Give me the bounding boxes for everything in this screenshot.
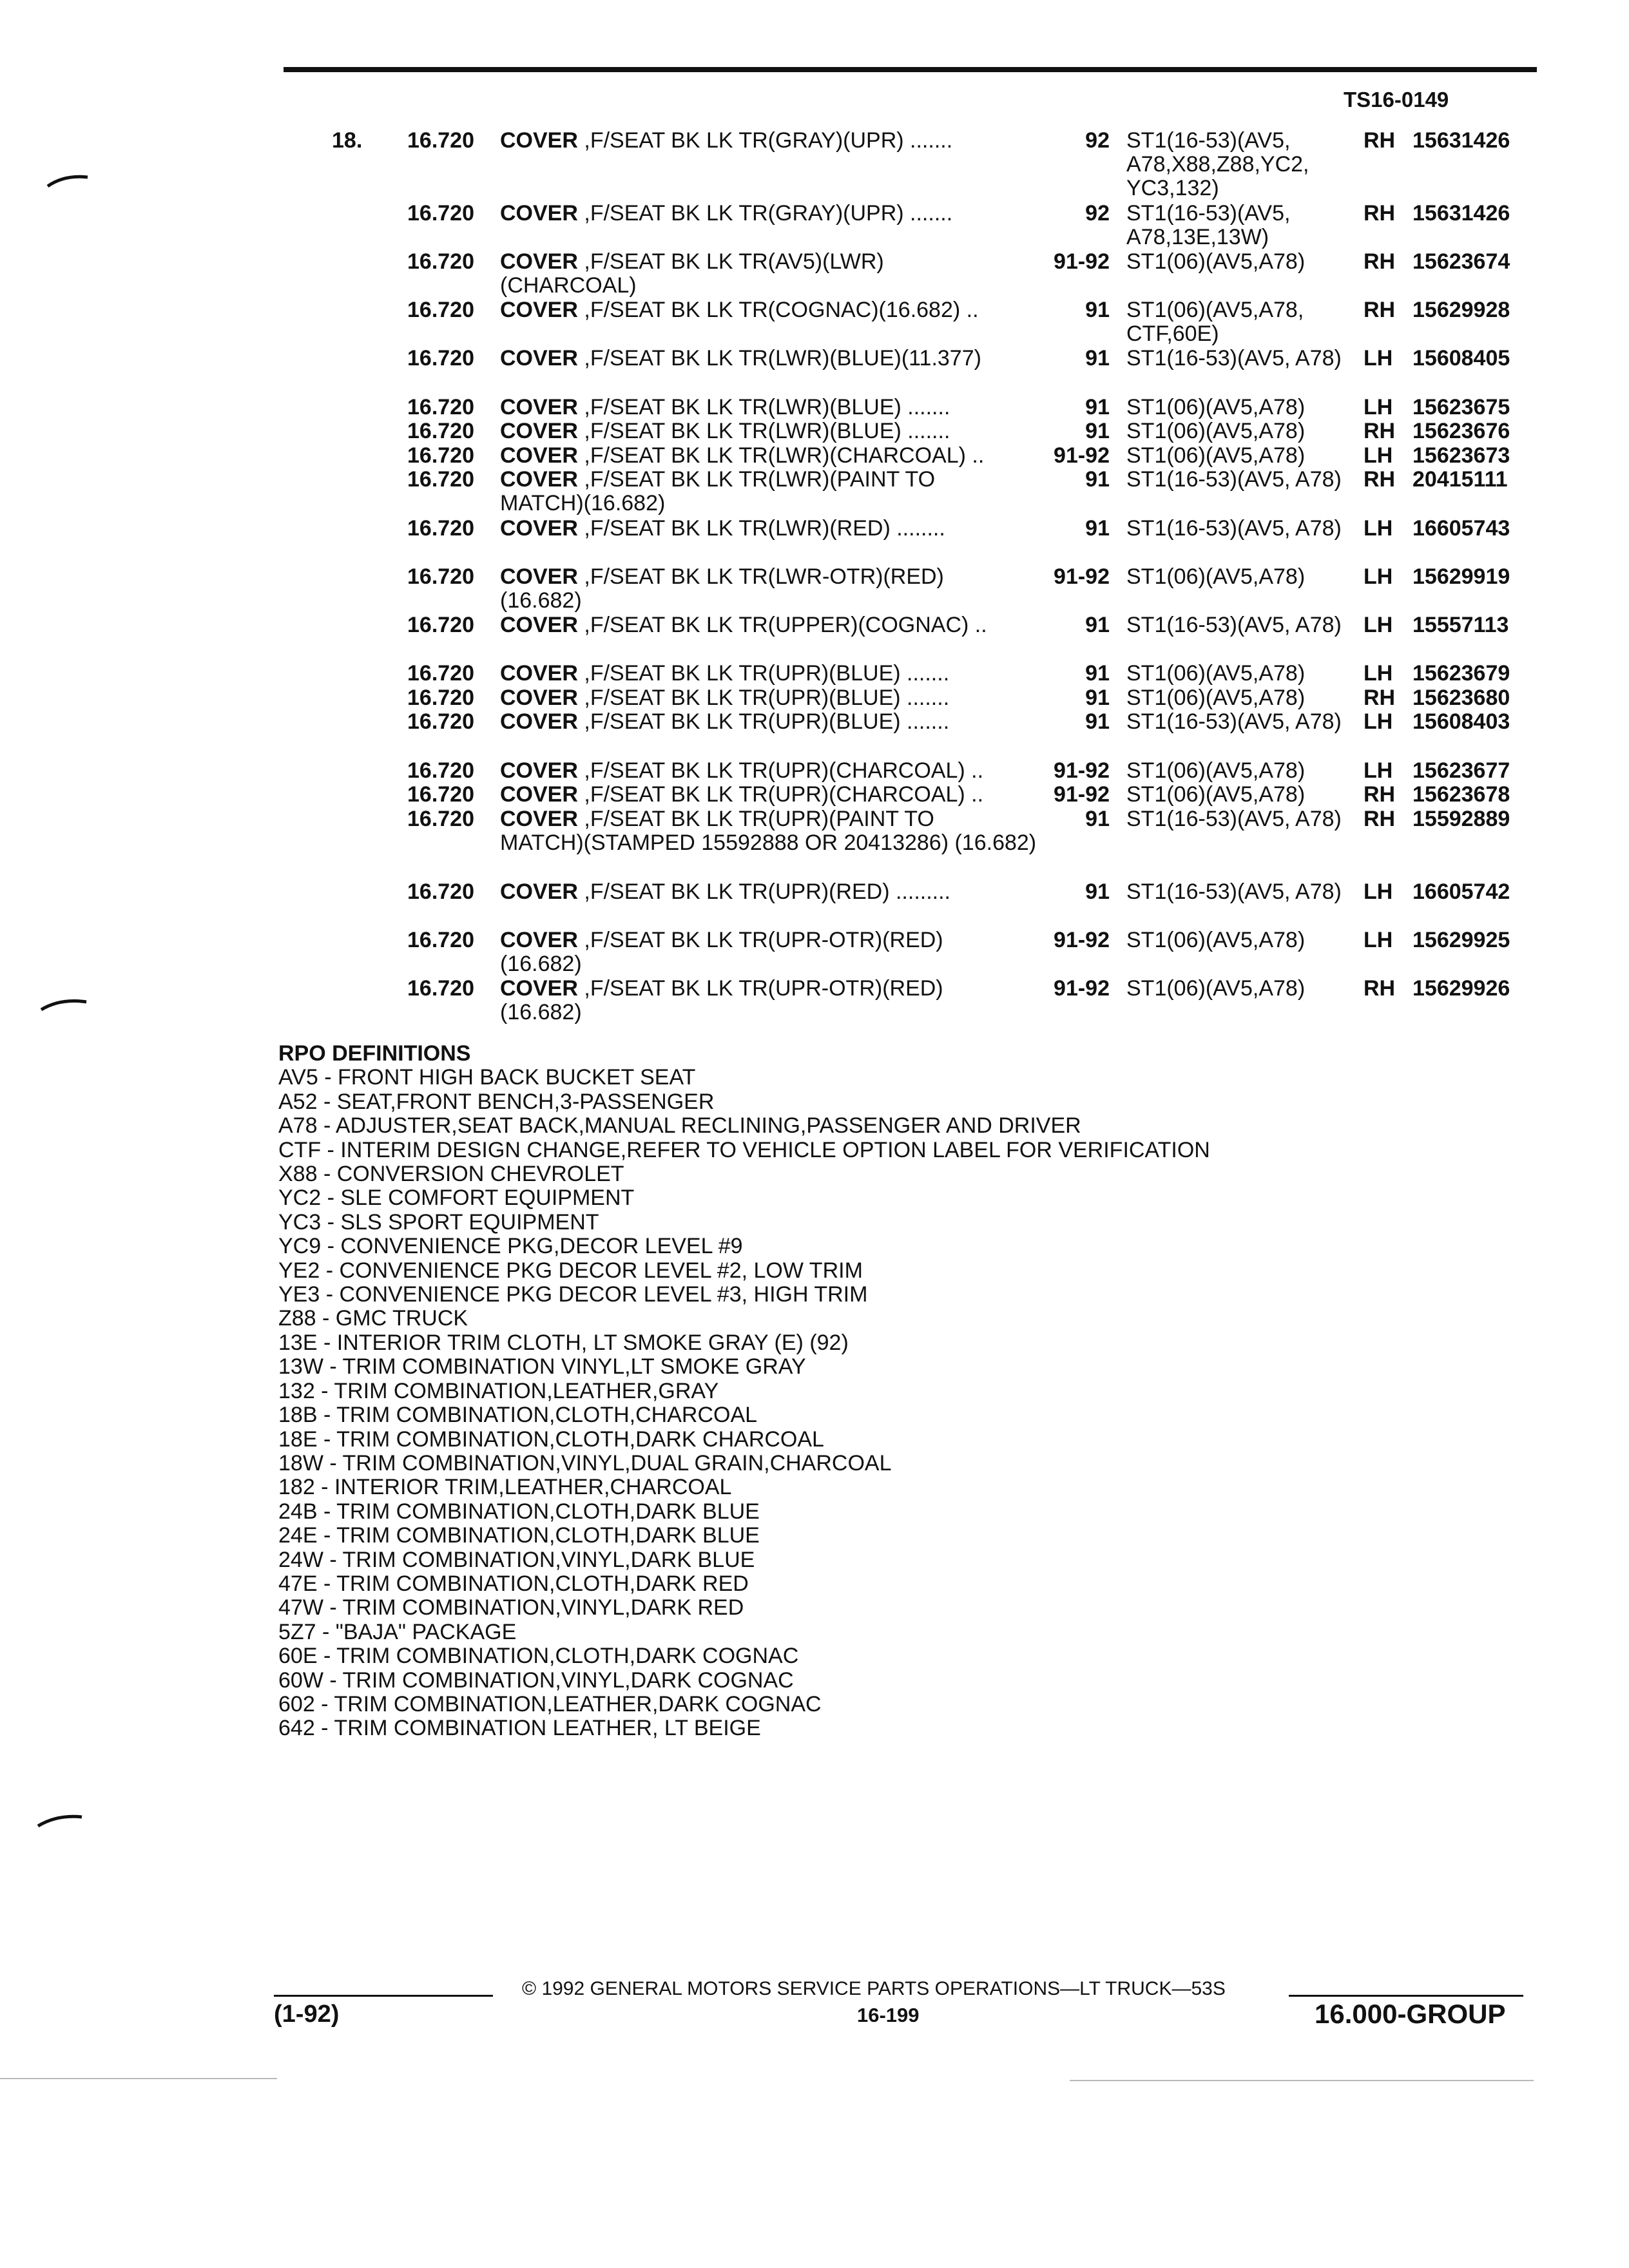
copyright-notice: © 1992 GENERAL MOTORS SERVICE PARTS OPERATIONS—LT TRUCK—53S bbox=[522, 1978, 1226, 1999]
model-years: 92 bbox=[1085, 128, 1110, 153]
part-number: 15623680 bbox=[1412, 685, 1510, 710]
rpo-item: A52 - SEAT,FRONT BENCH,3-PASSENGER bbox=[278, 1089, 715, 1114]
group-code: 16.720 bbox=[407, 346, 474, 371]
part-description bbox=[500, 468, 1054, 515]
model-years: 91 bbox=[1085, 879, 1110, 904]
rpo-item: 47E - TRIM COMBINATION,CLOTH,DARK RED bbox=[278, 1571, 749, 1596]
part-number: 15631426 bbox=[1412, 128, 1510, 153]
description-text: ,F/SEAT BK LK TR(LWR-OTR)(RED) bbox=[577, 564, 944, 589]
part-description bbox=[500, 759, 1054, 783]
side-code: RH bbox=[1364, 467, 1396, 492]
rpo-item: AV5 - FRONT HIGH BACK BUCKET SEAT bbox=[278, 1065, 696, 1090]
description-text: ,F/SEAT BK LK TR(UPPER)(COGNAC) .. bbox=[577, 613, 987, 637]
part-keyword: COVER bbox=[500, 564, 578, 589]
part-description bbox=[500, 710, 1054, 734]
rpo-item: YC3 - SLS SPORT EQUIPMENT bbox=[278, 1209, 599, 1235]
part-keyword: COVER bbox=[500, 443, 578, 468]
description-text: ,F/SEAT BK LK TR(AV5)(LWR) bbox=[577, 249, 884, 274]
rpo-item: 24E - TRIM COMBINATION,CLOTH,DARK BLUE bbox=[278, 1523, 760, 1548]
rpo-title: RPO DEFINITIONS bbox=[278, 1041, 471, 1066]
usage-qualifier: ST1(06)(AV5,A78) bbox=[1126, 443, 1306, 468]
rpo-item: YC9 - CONVENIENCE PKG,DECOR LEVEL #9 bbox=[278, 1234, 743, 1259]
rpo-item: 60E - TRIM COMBINATION,CLOTH,DARK COGNAC bbox=[278, 1644, 799, 1669]
usage-qualifier: ST1(06)(AV5,A78) bbox=[1126, 394, 1306, 419]
rpo-item: 47W - TRIM COMBINATION,VINYL,DARK RED bbox=[278, 1595, 744, 1620]
part-number: 15631426 bbox=[1412, 200, 1510, 226]
part-number: 15623676 bbox=[1412, 419, 1510, 444]
description-text: ,F/SEAT BK LK TR(UPR-OTR)(RED) bbox=[577, 927, 943, 952]
part-keyword: COVER bbox=[500, 419, 578, 444]
description-continuation: (16.682) bbox=[500, 951, 582, 976]
rpo-item: 18B - TRIM COMBINATION,CLOTH,CHARCOAL bbox=[278, 1403, 758, 1428]
rpo-item: YE2 - CONVENIENCE PKG DECOR LEVEL #2, LOW TRIM bbox=[278, 1258, 863, 1283]
part-keyword: COVER bbox=[500, 685, 578, 710]
part-description bbox=[500, 686, 1054, 710]
part-description bbox=[500, 202, 1054, 226]
group-code: 16.720 bbox=[407, 685, 474, 710]
scan-line bbox=[0, 2078, 277, 2079]
description-text: ,F/SEAT BK LK TR(UPR-OTR)(RED) bbox=[577, 976, 943, 1001]
part-keyword: COVER bbox=[500, 249, 578, 274]
rpo-item: YC2 - SLE COMFORT EQUIPMENT bbox=[278, 1186, 635, 1211]
part-description bbox=[500, 613, 1054, 637]
rpo-item: 5Z7 - "BAJA" PACKAGE bbox=[278, 1619, 517, 1644]
part-description bbox=[500, 928, 1054, 976]
description-text: ,F/SEAT BK LK TR(LWR)(BLUE) ....... bbox=[577, 394, 950, 419]
part-keyword: COVER bbox=[500, 200, 578, 226]
rpo-item: YE3 - CONVENIENCE PKG DECOR LEVEL #3, HIGH TRIM bbox=[278, 1282, 868, 1307]
description-text: ,F/SEAT BK LK TR(LWR)(PAINT TO bbox=[577, 467, 936, 492]
part-number: 15623677 bbox=[1412, 758, 1510, 783]
footer-rule-left bbox=[274, 1995, 493, 1997]
rpo-item: 24B - TRIM COMBINATION,CLOTH,DARK BLUE bbox=[278, 1499, 760, 1524]
part-description bbox=[500, 977, 1054, 1024]
description-text: ,F/SEAT BK LK TR(LWR)(RED) ........ bbox=[577, 515, 945, 541]
rpo-item: A78 - ADJUSTER,SEAT BACK,MANUAL RECLINING,PASSENGER AND DRIVER bbox=[278, 1113, 1081, 1139]
side-code: LH bbox=[1364, 394, 1393, 419]
side-code: LH bbox=[1364, 564, 1393, 589]
part-description bbox=[500, 444, 1054, 468]
part-description bbox=[500, 129, 1054, 153]
model-years: 91 bbox=[1085, 515, 1110, 541]
footer-rule-right bbox=[1289, 1995, 1523, 1997]
description-text: ,F/SEAT BK LK TR(LWR)(BLUE)(11.377) bbox=[577, 346, 981, 371]
part-keyword: COVER bbox=[500, 298, 578, 323]
rpo-item: 182 - INTERIOR TRIM,LEATHER,CHARCOAL bbox=[278, 1475, 732, 1500]
punch-mark bbox=[39, 995, 90, 1015]
part-number: 20415111 bbox=[1412, 467, 1508, 492]
group-code: 16.720 bbox=[407, 249, 474, 274]
group-code: 16.720 bbox=[407, 467, 474, 492]
usage-qualifier: ST1(16-53)(AV5, A78,13E,13W) bbox=[1126, 200, 1291, 249]
side-code: RH bbox=[1364, 249, 1396, 274]
part-number: 15623679 bbox=[1412, 661, 1510, 686]
side-code: RH bbox=[1364, 200, 1396, 226]
part-keyword: COVER bbox=[500, 467, 578, 492]
part-keyword: COVER bbox=[500, 515, 578, 541]
group-code: 16.720 bbox=[407, 443, 474, 468]
usage-qualifier: ST1(06)(AV5,A78, CTF,60E) bbox=[1126, 298, 1304, 347]
description-text: ,F/SEAT BK LK TR(UPR)(PAINT TO bbox=[577, 806, 934, 831]
model-years: 91 bbox=[1085, 661, 1110, 686]
model-years: 91 bbox=[1085, 467, 1110, 492]
model-years: 91 bbox=[1085, 685, 1110, 710]
scan-line bbox=[1070, 2080, 1534, 2081]
part-description bbox=[500, 517, 1054, 541]
model-years: 91-92 bbox=[1054, 249, 1110, 274]
document-id: TS16-0149 bbox=[1344, 88, 1449, 111]
side-code: RH bbox=[1364, 128, 1396, 153]
model-years: 91-92 bbox=[1054, 443, 1110, 468]
description-text: ,F/SEAT BK LK TR(GRAY)(UPR) ....... bbox=[577, 200, 953, 226]
usage-qualifier: ST1(06)(AV5,A78) bbox=[1126, 564, 1306, 589]
group-code: 16.720 bbox=[407, 709, 474, 735]
part-number: 15557113 bbox=[1412, 613, 1509, 637]
part-description bbox=[500, 419, 1054, 443]
description-text: ,F/SEAT BK LK TR(UPR)(BLUE) ....... bbox=[577, 661, 950, 686]
description-text: ,F/SEAT BK LK TR(GRAY)(UPR) ....... bbox=[577, 128, 953, 153]
usage-qualifier: ST1(06)(AV5,A78) bbox=[1126, 685, 1306, 710]
part-keyword: COVER bbox=[500, 128, 578, 153]
part-number: 15608403 bbox=[1412, 709, 1510, 735]
usage-qualifier: ST1(16-53)(AV5, A78) bbox=[1126, 613, 1342, 637]
part-description bbox=[500, 347, 1054, 370]
rpo-list bbox=[278, 1066, 1210, 1740]
side-code: LH bbox=[1364, 346, 1393, 371]
part-number: 15629919 bbox=[1412, 564, 1510, 589]
rpo-item: 18E - TRIM COMBINATION,CLOTH,DARK CHARCOAL bbox=[278, 1427, 824, 1452]
side-code: RH bbox=[1364, 685, 1396, 710]
usage-qualifier: ST1(16-53)(AV5, A78,X88,Z88,YC2, YC3,132) bbox=[1126, 128, 1309, 200]
description-continuation: (16.682) bbox=[500, 588, 582, 613]
description-continuation: MATCH)(STAMPED 15592888 OR 20413286) (16.682) bbox=[500, 830, 1037, 855]
side-code: LH bbox=[1364, 515, 1393, 541]
description-text: ,F/SEAT BK LK TR(UPR)(RED) ......... bbox=[577, 879, 951, 904]
description-continuation: (CHARCOAL) bbox=[500, 273, 637, 298]
part-number: 15623675 bbox=[1412, 394, 1510, 419]
part-keyword: COVER bbox=[500, 758, 578, 783]
group-code: 16.720 bbox=[407, 419, 474, 444]
usage-qualifier: ST1(06)(AV5,A78) bbox=[1126, 758, 1306, 783]
side-code: LH bbox=[1364, 927, 1393, 952]
model-years: 91 bbox=[1085, 394, 1110, 419]
group-code: 16.720 bbox=[407, 298, 474, 323]
usage-qualifier: ST1(16-53)(AV5, A78) bbox=[1126, 879, 1342, 904]
part-description bbox=[500, 396, 1054, 419]
description-continuation: (16.682) bbox=[500, 1000, 582, 1024]
group-code: 16.720 bbox=[407, 613, 474, 637]
side-code: LH bbox=[1364, 879, 1393, 904]
punch-mark bbox=[35, 1811, 87, 1830]
rpo-item: 13E - INTERIOR TRIM CLOTH, LT SMOKE GRAY (E) (92) bbox=[278, 1330, 849, 1355]
model-years: 91 bbox=[1085, 346, 1110, 371]
usage-qualifier: ST1(16-53)(AV5, A78) bbox=[1126, 806, 1342, 831]
group-code: 16.720 bbox=[407, 200, 474, 226]
usage-qualifier: ST1(16-53)(AV5, A78) bbox=[1126, 346, 1342, 371]
description-text: ,F/SEAT BK LK TR(UPR)(CHARCOAL) .. bbox=[577, 782, 984, 807]
model-years: 91-92 bbox=[1054, 758, 1110, 783]
side-code: LH bbox=[1364, 443, 1393, 468]
model-years: 91 bbox=[1085, 298, 1110, 323]
side-code: RH bbox=[1364, 806, 1396, 831]
part-description bbox=[500, 662, 1054, 686]
side-code: RH bbox=[1364, 782, 1396, 807]
rpo-item: 13W - TRIM COMBINATION VINYL,LT SMOKE GRAY bbox=[278, 1354, 806, 1379]
part-number: 15623674 bbox=[1412, 249, 1510, 274]
revision-date: (1-92) bbox=[274, 2001, 340, 2028]
rpo-item: 132 - TRIM COMBINATION,LEATHER,GRAY bbox=[278, 1378, 719, 1403]
side-code: LH bbox=[1364, 661, 1393, 686]
part-number: 15623678 bbox=[1412, 782, 1510, 807]
part-number: 15608405 bbox=[1412, 346, 1510, 371]
description-continuation: MATCH)(16.682) bbox=[500, 491, 666, 516]
model-years: 91-92 bbox=[1054, 976, 1110, 1001]
part-number: 15629925 bbox=[1412, 927, 1510, 952]
model-years: 91-92 bbox=[1054, 927, 1110, 952]
group-code: 16.720 bbox=[407, 927, 474, 952]
model-years: 91-92 bbox=[1054, 782, 1110, 807]
group-code: 16.720 bbox=[407, 782, 474, 807]
part-number: 16605743 bbox=[1412, 515, 1510, 541]
part-description bbox=[500, 565, 1054, 613]
usage-qualifier: ST1(06)(AV5,A78) bbox=[1126, 249, 1306, 274]
part-keyword: COVER bbox=[500, 709, 578, 735]
part-keyword: COVER bbox=[500, 394, 578, 419]
group-code: 16.720 bbox=[407, 394, 474, 419]
group-code: 16.720 bbox=[407, 976, 474, 1001]
usage-qualifier: ST1(16-53)(AV5, A78) bbox=[1126, 515, 1342, 541]
part-keyword: COVER bbox=[500, 661, 578, 686]
model-years: 91 bbox=[1085, 709, 1110, 735]
part-keyword: COVER bbox=[500, 976, 578, 1001]
group-code: 16.720 bbox=[407, 515, 474, 541]
part-number: 15629928 bbox=[1412, 298, 1510, 323]
model-years: 91 bbox=[1085, 613, 1110, 637]
rpo-item: 60W - TRIM COMBINATION,VINYL,DARK COGNAC bbox=[278, 1667, 794, 1693]
side-code: LH bbox=[1364, 613, 1393, 637]
group-code: 16.720 bbox=[407, 564, 474, 589]
part-description bbox=[500, 880, 1054, 904]
model-years: 91 bbox=[1085, 806, 1110, 831]
part-keyword: COVER bbox=[500, 346, 578, 371]
part-keyword: COVER bbox=[500, 613, 578, 637]
page-number: 16-199 bbox=[857, 2004, 920, 2026]
group-code: 16.720 bbox=[407, 758, 474, 783]
rpo-item: X88 - CONVERSION CHEVROLET bbox=[278, 1162, 624, 1187]
side-code: RH bbox=[1364, 419, 1396, 444]
usage-qualifier: ST1(06)(AV5,A78) bbox=[1126, 927, 1306, 952]
usage-qualifier: ST1(16-53)(AV5, A78) bbox=[1126, 467, 1342, 492]
usage-qualifier: ST1(16-53)(AV5, A78) bbox=[1126, 709, 1342, 735]
rpo-item: 642 - TRIM COMBINATION LEATHER, LT BEIGE bbox=[278, 1716, 761, 1741]
rpo-item: CTF - INTERIM DESIGN CHANGE,REFER TO VEHICLE OPTION LABEL FOR VERIFICATION bbox=[278, 1137, 1210, 1162]
part-keyword: COVER bbox=[500, 879, 578, 904]
punch-mark bbox=[45, 171, 90, 190]
side-code: LH bbox=[1364, 709, 1393, 735]
rpo-definitions bbox=[278, 1042, 1210, 1741]
model-years: 91 bbox=[1085, 419, 1110, 444]
description-text: ,F/SEAT BK LK TR(LWR)(BLUE) ....... bbox=[577, 419, 950, 444]
model-years: 92 bbox=[1085, 200, 1110, 226]
part-description bbox=[500, 783, 1054, 807]
description-text: ,F/SEAT BK LK TR(UPR)(BLUE) ....... bbox=[577, 709, 950, 735]
usage-qualifier: ST1(06)(AV5,A78) bbox=[1126, 661, 1306, 686]
part-description bbox=[500, 298, 1054, 322]
rpo-item: Z88 - GMC TRUCK bbox=[278, 1306, 468, 1331]
part-number: 16605742 bbox=[1412, 879, 1510, 904]
rpo-item: 602 - TRIM COMBINATION,LEATHER,DARK COGNAC bbox=[278, 1691, 822, 1716]
side-code: RH bbox=[1364, 976, 1396, 1001]
part-description bbox=[500, 250, 1054, 298]
model-years: 91-92 bbox=[1054, 564, 1110, 589]
figure-number: 18. bbox=[332, 128, 363, 153]
side-code: LH bbox=[1364, 758, 1393, 783]
description-text: ,F/SEAT BK LK TR(LWR)(CHARCOAL) .. bbox=[577, 443, 985, 468]
part-description bbox=[500, 807, 1054, 855]
top-rule bbox=[284, 67, 1537, 72]
group-code: 16.720 bbox=[407, 806, 474, 831]
description-text: ,F/SEAT BK LK TR(UPR)(CHARCOAL) .. bbox=[577, 758, 984, 783]
usage-qualifier: ST1(06)(AV5,A78) bbox=[1126, 782, 1306, 807]
usage-qualifier: ST1(06)(AV5,A78) bbox=[1126, 419, 1306, 444]
part-number: 15592889 bbox=[1412, 806, 1510, 831]
description-text: ,F/SEAT BK LK TR(UPR)(BLUE) ....... bbox=[577, 685, 950, 710]
rpo-item: 18W - TRIM COMBINATION,VINYL,DUAL GRAIN,CHARCOAL bbox=[278, 1450, 892, 1475]
part-keyword: COVER bbox=[500, 927, 578, 952]
group-code: 16.720 bbox=[407, 879, 474, 904]
description-text: ,F/SEAT BK LK TR(COGNAC)(16.682) .. bbox=[577, 298, 979, 323]
part-keyword: COVER bbox=[500, 806, 578, 831]
part-keyword: COVER bbox=[500, 782, 578, 807]
part-number: 15629926 bbox=[1412, 976, 1510, 1001]
group-code: 16.720 bbox=[407, 661, 474, 686]
group-code: 16.720 bbox=[407, 128, 474, 153]
rpo-item: 24W - TRIM COMBINATION,VINYL,DARK BLUE bbox=[278, 1547, 755, 1572]
usage-qualifier: ST1(06)(AV5,A78) bbox=[1126, 976, 1306, 1001]
group-number: 16.000-GROUP bbox=[1315, 1999, 1506, 2029]
side-code: RH bbox=[1364, 298, 1396, 323]
part-number: 15623673 bbox=[1412, 443, 1510, 468]
